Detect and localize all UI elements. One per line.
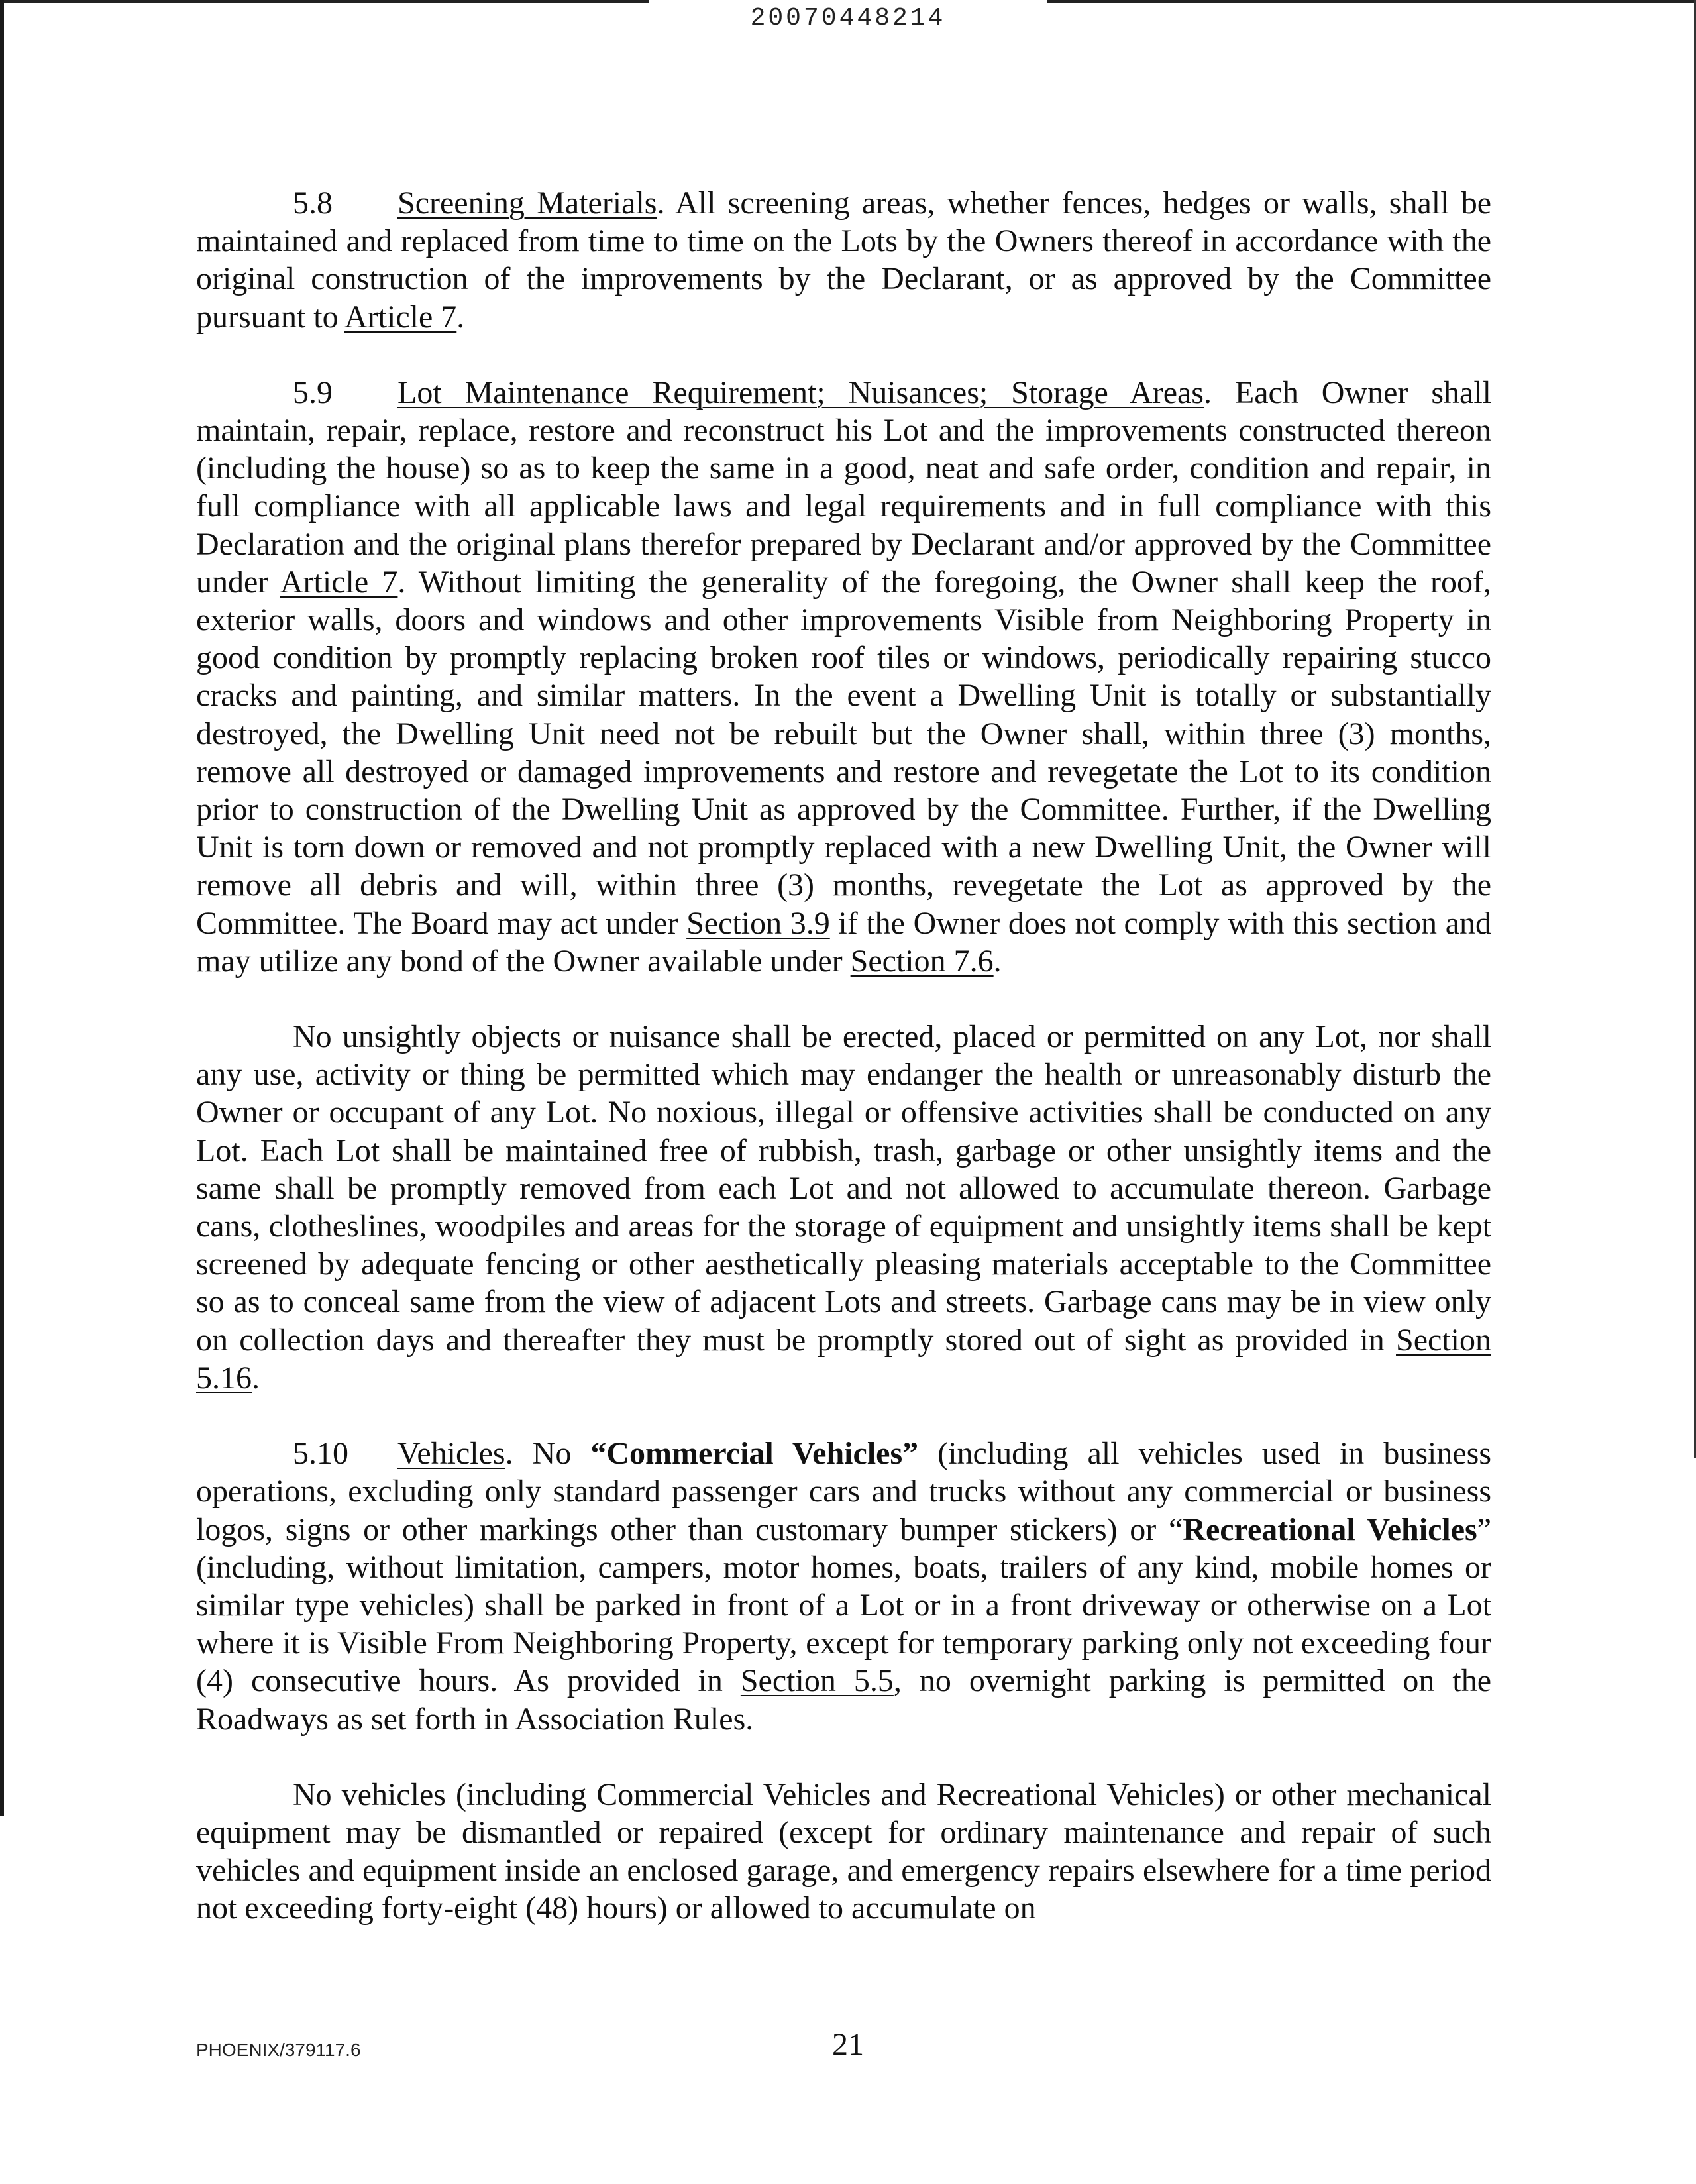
section-number: 5.9 — [293, 374, 333, 410]
section-text: . — [456, 299, 465, 335]
section-heading: Vehicles — [398, 1436, 505, 1472]
section-text: . Each Owner shall maintain, repair, replace, restore and reconstruct his Lot and the improvements constructed thereon (including the house) so as to keep the same in a good, neat and safe order, condition and repair, in full compliance with all applicable laws and legal requirements and in full compliance with this Declaration and the original plans therefor prepared by Declarant and/or approved by the Committee under — [196, 374, 1492, 600]
page-number: 21 — [832, 2027, 864, 2062]
section-reference: Section 3.9 — [686, 905, 830, 941]
paragraph-text: No vehicles (including Commercial Vehicles and Recreational Vehicles) or other mechanical equipment may be dismantled or repaired (except for ordinary maintenance and repair of such vehicles and equipment inside an enclosed garage, and emergency repairs elsewhere for a time period not exceeding forty-eight (48) hours) or allowed to accumulate on — [196, 1776, 1491, 1926]
nuisance-paragraph — [196, 1018, 1491, 1397]
section-text: (including all vehicles used in business operations, excluding only standard passenger cars and trucks without any commercial or business logos, signs or other markings other than customary bumper stickers) or “ — [196, 1436, 1492, 1547]
section-5-8 — [196, 184, 1491, 336]
section-text: . — [993, 943, 1002, 979]
paragraph-text: . — [252, 1360, 260, 1395]
scan-top-rule-left — [0, 0, 649, 3]
repair-paragraph — [196, 1776, 1491, 1928]
section-text: , no overnight parking is permitted on the Roadways as set forth in Association Rules. — [196, 1663, 1492, 1737]
article-reference: Article 7 — [344, 299, 457, 335]
section-number: 5.10 — [293, 1436, 348, 1472]
section-reference: Section 5.5 — [740, 1663, 894, 1699]
document-number: 20070448214 — [750, 4, 946, 32]
section-5-10 — [196, 1435, 1491, 1738]
section-text: ” (including, without limitation, campers, motor homes, boats, trailers of any kind, mobile homes or similar type vehicles) shall be parked in front of a Lot or in a front driveway or otherwise on a Lot where it is Visible From Neighboring Property, except for temporary parking only not exceeding four (4) consecutive hours. As provided in — [196, 1511, 1492, 1699]
section-number: 5.8 — [293, 186, 333, 221]
scan-top-rule-right — [1047, 0, 1696, 3]
article-reference: Article 7 — [280, 564, 398, 600]
section-heading: Screening Materials — [398, 186, 657, 221]
section-text: . No — [505, 1436, 591, 1472]
section-reference: Section 5.16 — [196, 1322, 1491, 1395]
section-text: . Without limiting the generality of the foregoing, the Owner shall keep the roof, exterior walls, doors and windows and other improvements Visible from Neighboring Property in good condition by promptly replacing broken roof tiles or windows, periodically repairing stucco cracks and painting, and similar matters. In the event a Dwelling Unit is totally or substantially destroyed, the Dwelling Unit need not be rebuilt but the Owner shall, within three (3) months, remove all destroyed or damaged improvements and restore and revegetate the Lot to its condition prior to construction of the Dwelling Unit as approved by the Committee. Further, if the Dwelling Unit is torn down or removed and not promptly replaced with a new Dwelling Unit, the Owner will remove all debris and will, within three (3) months, revegetate the Lot as approved by the Committee. The Board may act under — [196, 564, 1492, 941]
footer-document-id: PHOENIX/379117.6 — [196, 2040, 361, 2060]
defined-term: Recreational Vehicles — [1183, 1511, 1477, 1547]
section-text: . All screening areas, whether fences, hedges or walls, shall be maintained and replaced from time to time on the Lots by the Owners thereof in accordance with the original construction of the improvements by the Declarant, or as approved by the Committee pursuant to — [196, 186, 1492, 335]
defined-term: “Commercial Vehicles” — [590, 1436, 919, 1472]
paragraph-text: No unsightly objects or nuisance shall be erected, placed or permitted on any Lot, nor shall any use, activity or thing be permitted which may endanger the health or unreasonably disturb the Owner or occupant of any Lot. No noxious, illegal or offensive activities shall be conducted on any Lot. Each Lot shall be maintained free of rubbish, trash, garbage or other unsightly items and the same shall be promptly removed from each Lot and not allowed to accumulate thereon. Garbage cans, clotheslines, woodpiles and areas for the storage of equipment and unsightly items shall be kept screened by adequate fencing or other aesthetically pleasing materials acceptable to the Committee so as to conceal same from the view of adjacent Lots and streets. Garbage cans may be in view only on collection days and thereafter they must be promptly stored out of sight as provided in — [196, 1019, 1491, 1358]
body-text — [196, 184, 1491, 1965]
section-reference: Section 7.6 — [850, 943, 994, 979]
section-heading: Lot Maintenance Requirement; Nuisances; Storage Areas — [398, 374, 1204, 410]
section-5-9 — [196, 374, 1491, 980]
section-text: if the Owner does not comply with this section and may utilize any bond of the Owner available under — [196, 905, 1491, 979]
scan-left-edge — [0, 0, 4, 1816]
